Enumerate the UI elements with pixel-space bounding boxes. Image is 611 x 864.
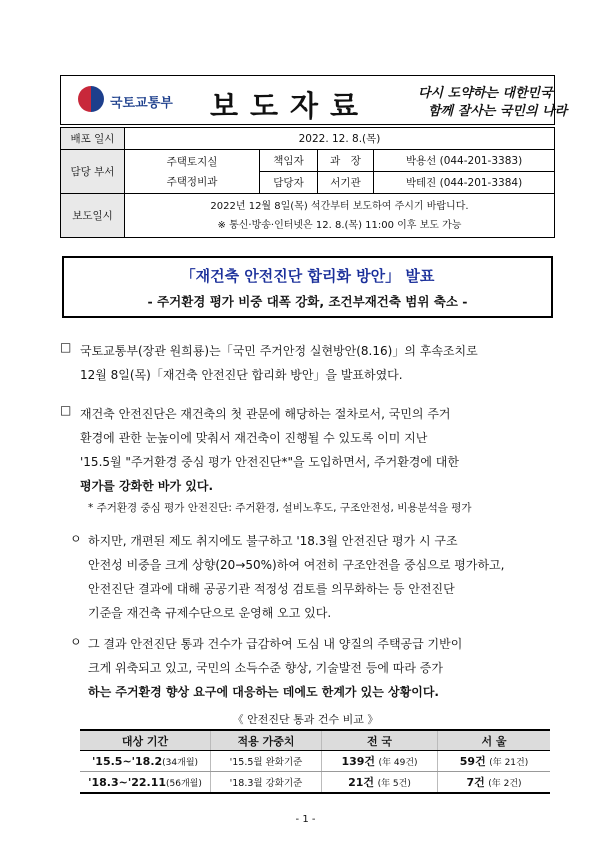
dept-2: 주택정비과 bbox=[166, 175, 218, 188]
ministry-name: 국토교통부 bbox=[110, 96, 173, 111]
nation-cell: 139건 (年 49건) bbox=[322, 751, 438, 772]
page-number: - 1 - bbox=[295, 814, 316, 825]
period-cell: '15.5~'18.2(34개월) bbox=[80, 751, 211, 772]
nation-cell: 21건 (年 5건) bbox=[322, 772, 438, 794]
paragraph-4-line-3: 하는 주거환경 향상 요구에 대응하는 데에도 한계가 있는 상황이다. bbox=[88, 685, 439, 699]
bullet-square: □ bbox=[60, 340, 72, 354]
release-label: 보도일시 bbox=[61, 194, 125, 238]
paragraph-3-line-1: 하지만, 개편된 제도 취지에도 불구하고 '18.3월 안전진단 평가 시 구조 bbox=[88, 534, 458, 548]
period-cell: '18.3~'22.11(56개월) bbox=[80, 772, 211, 794]
release-line-1: 2022년 12월 8일(목) 석간부터 보도하여 주시기 바랍니다. bbox=[210, 200, 469, 212]
dept-names bbox=[125, 150, 260, 194]
bullet-circle: ㅇ bbox=[70, 635, 82, 649]
seoul-cell: 59건 (年 21건) bbox=[438, 751, 551, 772]
headline-subtitle: - 주거환경 평가 비중 대폭 강화, 조건부재건축 범위 축소 - bbox=[147, 294, 468, 309]
date-label: 배포 일시 bbox=[61, 128, 125, 150]
ministry-logo-icon bbox=[78, 86, 104, 112]
paragraph-4-line-1: 그 결과 안전진단 통과 건수가 급감하여 도심 내 양질의 주택공급 기반이 bbox=[88, 637, 463, 651]
footnote: * 주거환경 중심 평가 안전진단: 주거환경, 설비노후도, 구조안전성, 비용분석을 평가 bbox=[88, 502, 472, 514]
dept-1: 주택토지실 bbox=[166, 155, 218, 168]
bullet-circle: ㅇ bbox=[70, 532, 82, 546]
staff-label: 담당자 bbox=[260, 172, 318, 194]
slogan-line-2: 함께 잘사는 국민의 나라 bbox=[428, 104, 568, 119]
col-header-period: 대상 기간 bbox=[80, 730, 211, 751]
paragraph-4-line-2: 크게 위축되고 있고, 국민의 소득수준 향상, 기술발전 등에 따라 증가 bbox=[88, 661, 443, 675]
document-title: 보도자료 bbox=[210, 89, 371, 123]
col-header-weight: 적용 가중치 bbox=[211, 730, 322, 751]
col-header-nation: 전 국 bbox=[322, 730, 438, 751]
weight-cell: '18.3월 강화기준 bbox=[211, 772, 322, 794]
paragraph-2-line-2: 환경에 관한 눈높이에 맞춰서 재건축이 진행될 수 있도록 이미 지난 bbox=[80, 431, 428, 445]
paragraph-1-line-2: 12월 8일(목)「재건축 안전진단 합리화 방안」을 발표하였다. bbox=[80, 368, 403, 382]
dept-label: 담당 부서 bbox=[61, 150, 125, 194]
paragraph-1-line-1: 국토교통부(장관 원희룡)는「국민 주거안정 실현방안(8.16)」의 후속조치로 bbox=[80, 344, 478, 358]
paragraph-2-line-1: 재건축 안전진단은 재건축의 첫 관문에 해당하는 절차로서, 국민의 주거 bbox=[80, 407, 451, 421]
paragraph-3-line-4: 기준을 재건축 규제수단으로 운영해 오고 있다. bbox=[88, 606, 332, 620]
table-row bbox=[80, 751, 550, 772]
headline-title: 「재건축 안전진단 합리화 방안」 발표 bbox=[180, 267, 435, 285]
paragraph-2-line-4: 평가를 강화한 바가 있다. bbox=[80, 479, 214, 493]
table-row bbox=[80, 772, 550, 794]
staff-name: 박테진 (044-201-3384) bbox=[374, 172, 555, 194]
seoul-cell: 7건 (年 2건) bbox=[438, 772, 551, 794]
paragraph-3-line-3: 안전진단 결과에 대해 공공기관 적정성 검토를 의무화하는 등 안전진단 bbox=[88, 582, 455, 596]
comparison-caption: 《 안전진단 통과 건수 비교 》 bbox=[232, 713, 379, 726]
date-value: 2022. 12. 8.(목) bbox=[125, 128, 555, 150]
paragraph-2-line-3: '15.5월 "주거환경 중심 평가 안전진단*"을 도입하면서, 주거환경에 대한 bbox=[80, 455, 459, 469]
slogan-line-1: 다시 도약하는 대한민국 bbox=[418, 86, 553, 101]
bullet-square: □ bbox=[60, 403, 72, 417]
staff-title: 서기관 bbox=[318, 172, 374, 194]
release-info-table bbox=[60, 127, 555, 238]
release-line-2: ※ 통신·방송·인터넷은 12. 8.(목) 11:00 이후 보도 가능 bbox=[217, 219, 462, 231]
responsible-name: 박용선 (044-201-3383) bbox=[374, 150, 555, 172]
responsible-title: 과 장 bbox=[318, 150, 374, 172]
paragraph-3-line-2: 안전성 비중을 크게 상향(20→50%)하여 여전히 구조안전을 중심으로 평가하고, bbox=[88, 558, 505, 572]
release-time bbox=[125, 194, 555, 238]
responsible-label: 책임자 bbox=[260, 150, 318, 172]
col-header-seoul: 서 울 bbox=[438, 730, 551, 751]
comparison-table bbox=[80, 729, 550, 794]
weight-cell: '15.5월 완화기준 bbox=[211, 751, 322, 772]
